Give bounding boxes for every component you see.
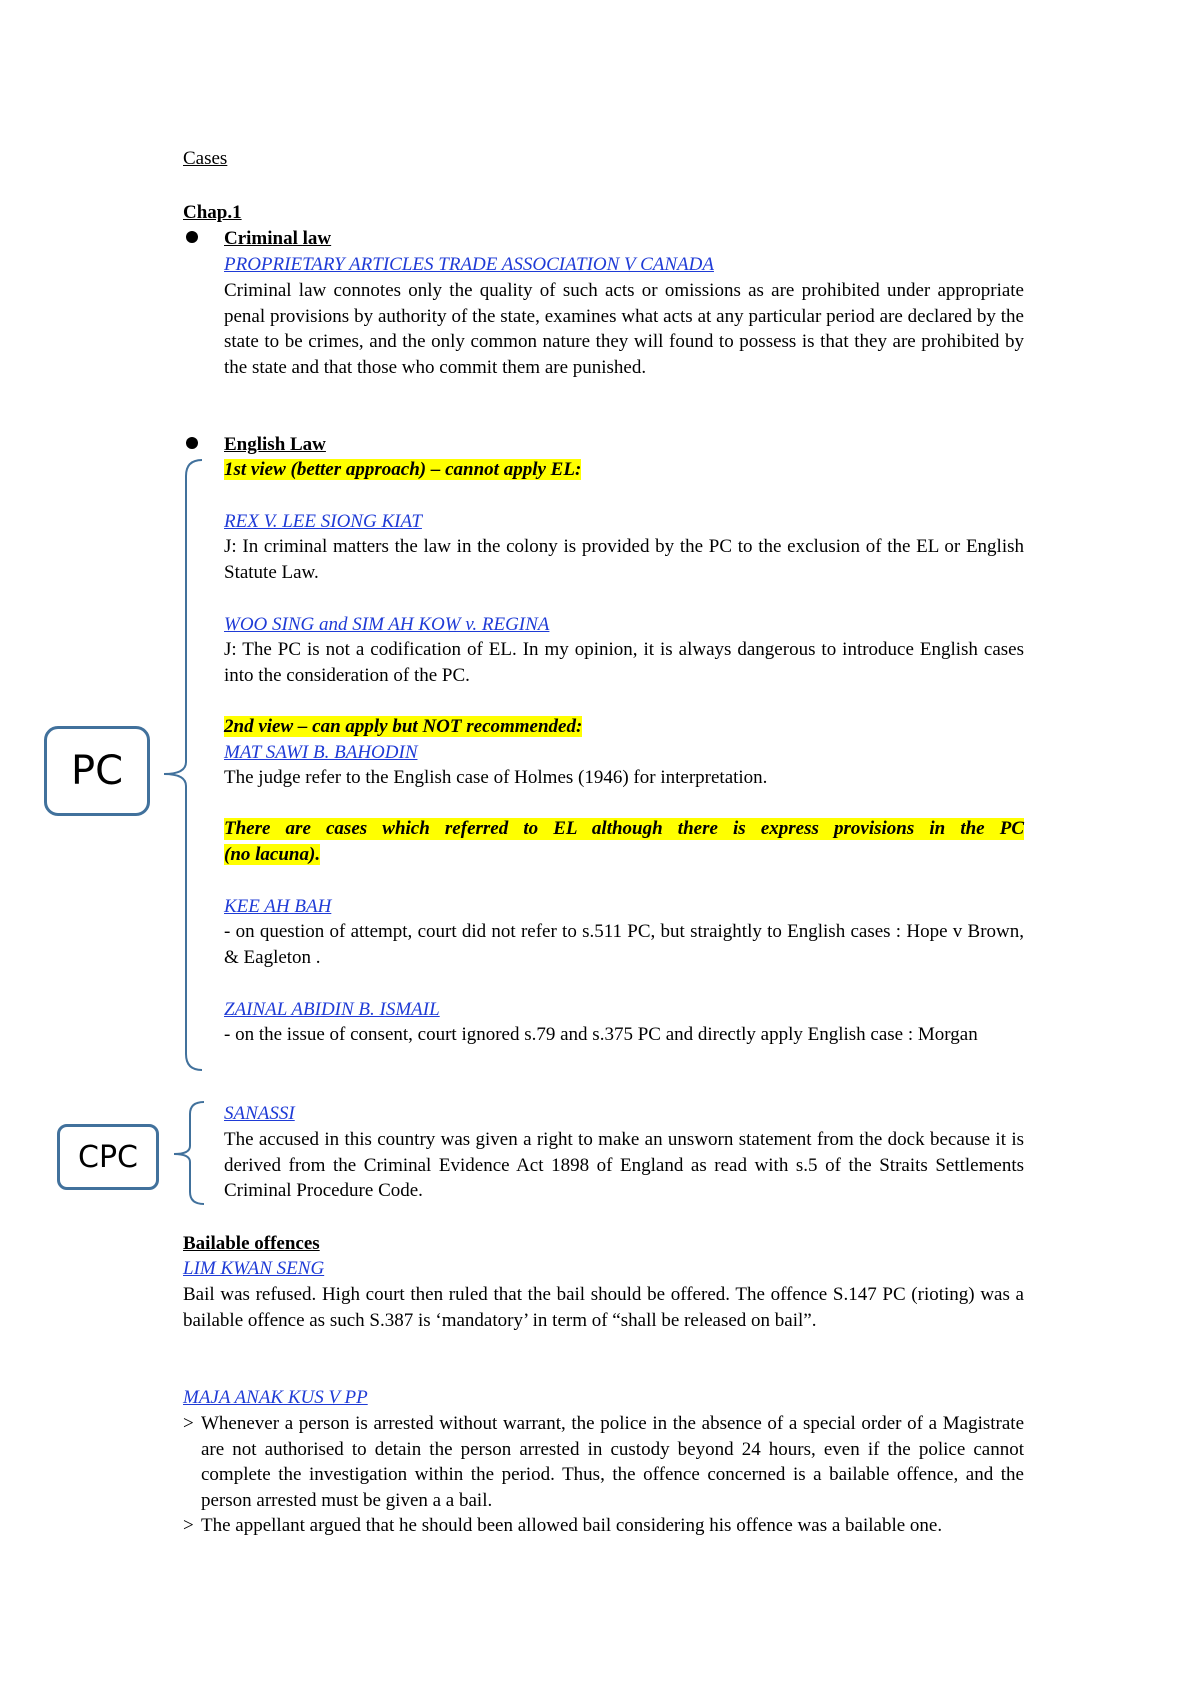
case-text-zainal-abidin: - on the issue of consent, court ignored s.79 and s.375 PC and directly apply English case : Morgan xyxy=(224,1024,978,1045)
chapter-title: Chap.1 xyxy=(183,202,242,223)
case-text-lim-kwan-seng: Bail was refused. High court then ruled that the bail should be offered. The offence S.147 PC (rioting) was a bailable offence as such S.387 is ‘mandatory’ in term of “shall be released on bail”. xyxy=(183,1284,1024,1331)
pc-label-box: PC xyxy=(44,726,150,816)
note-line-2: (no lacuna). xyxy=(224,844,321,865)
case-link-proprietary[interactable]: PROPRIETARY ARTICLES TRADE ASSOCIATION V CANADA xyxy=(224,254,714,275)
case-link-mat-sawi[interactable]: MAT SAWI B. BAHODIN xyxy=(224,742,418,763)
note-line-1: There are cases which referred to EL although there is express provisions in the PC xyxy=(224,818,1024,839)
case-link-rex-lee-siong-kiat[interactable]: REX V. LEE SIONG KIAT xyxy=(224,511,422,532)
cpc-brace xyxy=(162,1096,222,1212)
case-text-rex: J: In criminal matters the law in the colony is provided by the PC to the exclusion of the EL or English Statute Law. xyxy=(224,536,1024,583)
page-heading: Cases xyxy=(183,148,228,169)
case-link-maja-anak-kus[interactable]: MAJA ANAK KUS V PP xyxy=(183,1387,368,1408)
bullet-marker: > xyxy=(183,1413,194,1434)
bullet-icon xyxy=(186,437,198,449)
second-view-heading: 2nd view – can apply but NOT recommended: xyxy=(224,716,583,737)
case-text-woo-sing: J: The PC is not a codification of EL. In my opinion, it is always dangerous to introduce English cases into the consideration of the PC. xyxy=(224,639,1024,686)
cpc-label-box: CPC xyxy=(57,1124,159,1190)
bullet-marker: > xyxy=(183,1515,194,1536)
criminal-law-title: Criminal law xyxy=(224,228,332,249)
first-view-heading: 1st view (better approach) – cannot apply EL: xyxy=(224,459,582,480)
case-text-mat-sawi: The judge refer to the English case of Holmes (1946) for interpretation. xyxy=(224,767,768,788)
case-text-sanassi: The accused in this country was given a right to make an unsworn statement from the dock because it is derived from the Criminal Evidence Act 1898 of England as read with s.5 of the Straits Settlements Criminal Procedure Code. xyxy=(224,1129,1024,1202)
case-link-kee-ah-bah[interactable]: KEE AH BAH xyxy=(224,896,332,917)
criminal-law-text: Criminal law connotes only the quality of such acts or omissions as are prohibited under appropriate penal provisions by authority of the state, examines what acts at any particular period are declared by the state to be crimes, and the only common nature they will found to possess is that they are prohibited by the state and that those who commit them are punished. xyxy=(224,280,1024,378)
english-law-title: English Law xyxy=(224,434,326,455)
pc-brace xyxy=(150,452,210,1080)
case-link-sanassi[interactable]: SANASSI xyxy=(224,1103,295,1124)
case-link-woo-sing[interactable]: WOO SING and SIM AH KOW v. REGINA xyxy=(224,614,550,635)
maja-bullet-1: Whenever a person is arrested without warrant, the police in the absence of a special order of a Magistrate are not authorised to detain the person arrested in custody beyond 24 hours, even if the police cannot complete the investigation within the period. Thus, the offence concerned is a bailable offence, and the person arrested must be given a a bail. xyxy=(201,1413,1024,1511)
case-link-lim-kwan-seng[interactable]: LIM KWAN SENG xyxy=(183,1258,325,1279)
maja-bullet-2: The appellant argued that he should been allowed bail considering his offence was a bailable one. xyxy=(201,1515,943,1536)
case-link-zainal-abidin[interactable]: ZAINAL ABIDIN B. ISMAIL xyxy=(224,999,440,1020)
bailable-offences-title: Bailable offences xyxy=(183,1233,320,1254)
case-text-kee-ah-bah: - on question of attempt, court did not refer to s.511 PC, but straightly to English cases : Hope v Brown, & Eagleton . xyxy=(224,921,1024,968)
bullet-icon xyxy=(186,231,198,243)
